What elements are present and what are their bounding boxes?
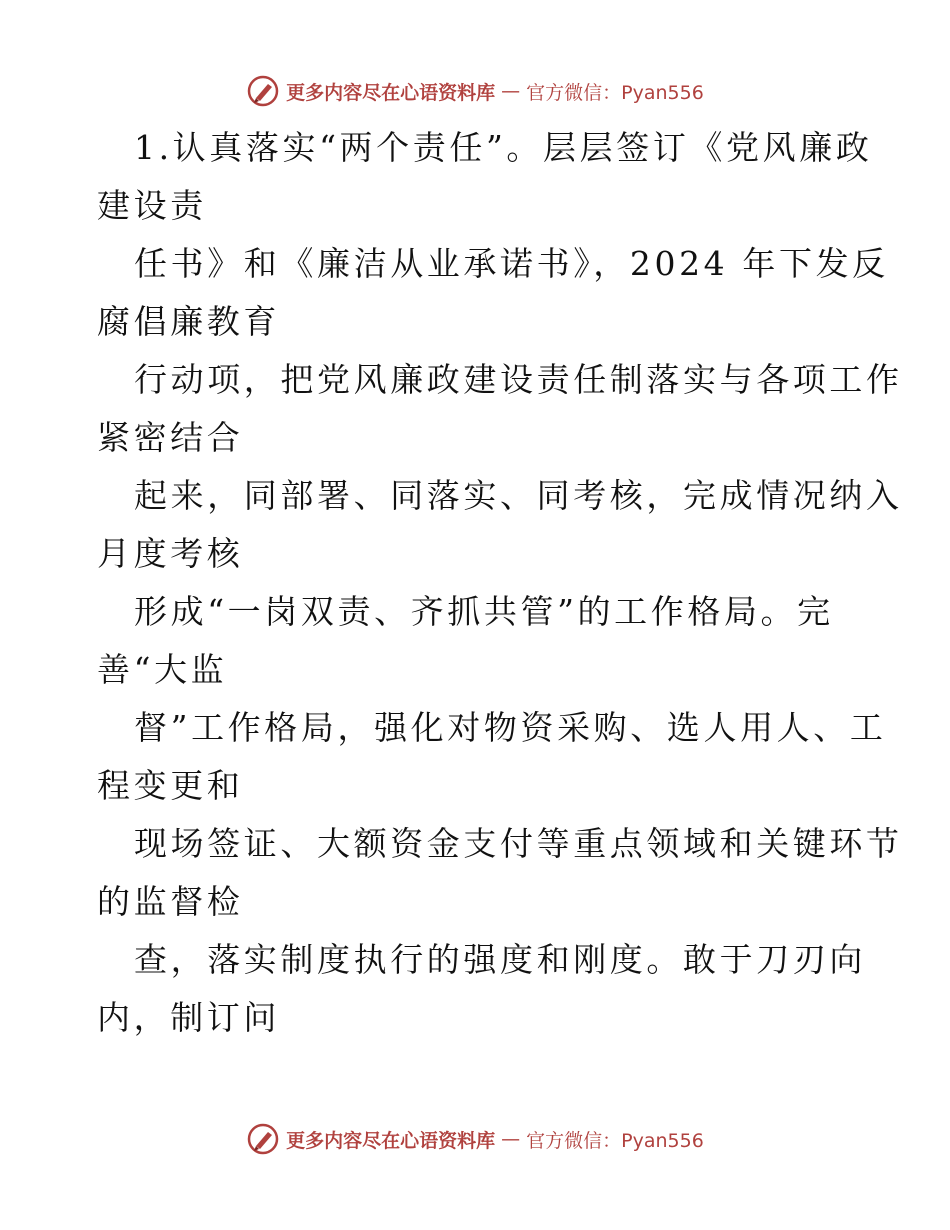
body-line: 建设责 bbox=[97, 186, 207, 225]
body-line: 1.认真落实“两个责任”。层层签订《党风廉政 bbox=[134, 128, 873, 167]
body-line: 月度考核 bbox=[97, 534, 244, 573]
watermark-account: 官方微信：Pyan556 bbox=[526, 1129, 704, 1152]
body-line: 行动项，把党风廉政建设责任制落实与各项工作 bbox=[134, 360, 903, 399]
body-line: 任书》和《廉洁从业承诺书》，2024 年下发反 bbox=[134, 244, 889, 283]
pen-logo-icon bbox=[246, 1122, 280, 1156]
footer-watermark bbox=[0, 1119, 950, 1159]
body-line: 善“大监 bbox=[97, 650, 228, 689]
body-line: 现场签证、大额资金支付等重点领域和关键环节 bbox=[134, 824, 903, 863]
body-line: 的监督检 bbox=[97, 882, 244, 921]
watermark-text: 更多内容尽在心语资料库 bbox=[286, 81, 496, 104]
body-line: 程变更和 bbox=[97, 766, 244, 805]
body-line: 起来，同部署、同落实、同考核，完成情况纳入 bbox=[134, 476, 903, 515]
body-line: 形成“一岗双责、齐抓共管”的工作格局。完 bbox=[134, 592, 834, 631]
body-line: 督”工作格局，强化对物资采购、选人用人、工 bbox=[134, 708, 887, 747]
body-line: 紧密结合 bbox=[97, 418, 244, 457]
pen-logo-icon bbox=[246, 74, 280, 108]
body-line: 内，制订问 bbox=[97, 998, 280, 1037]
body-line: 腐倡廉教育 bbox=[97, 302, 280, 341]
watermark-account: 官方微信：Pyan556 bbox=[526, 81, 704, 104]
watermark-text: 更多内容尽在心语资料库 bbox=[286, 1129, 496, 1152]
body-line: 查，落实制度执行的强度和刚度。敢于刀刃向 bbox=[134, 940, 866, 979]
header-watermark bbox=[0, 71, 950, 111]
watermark-separator: — bbox=[501, 80, 521, 102]
watermark-separator: — bbox=[501, 1128, 521, 1150]
